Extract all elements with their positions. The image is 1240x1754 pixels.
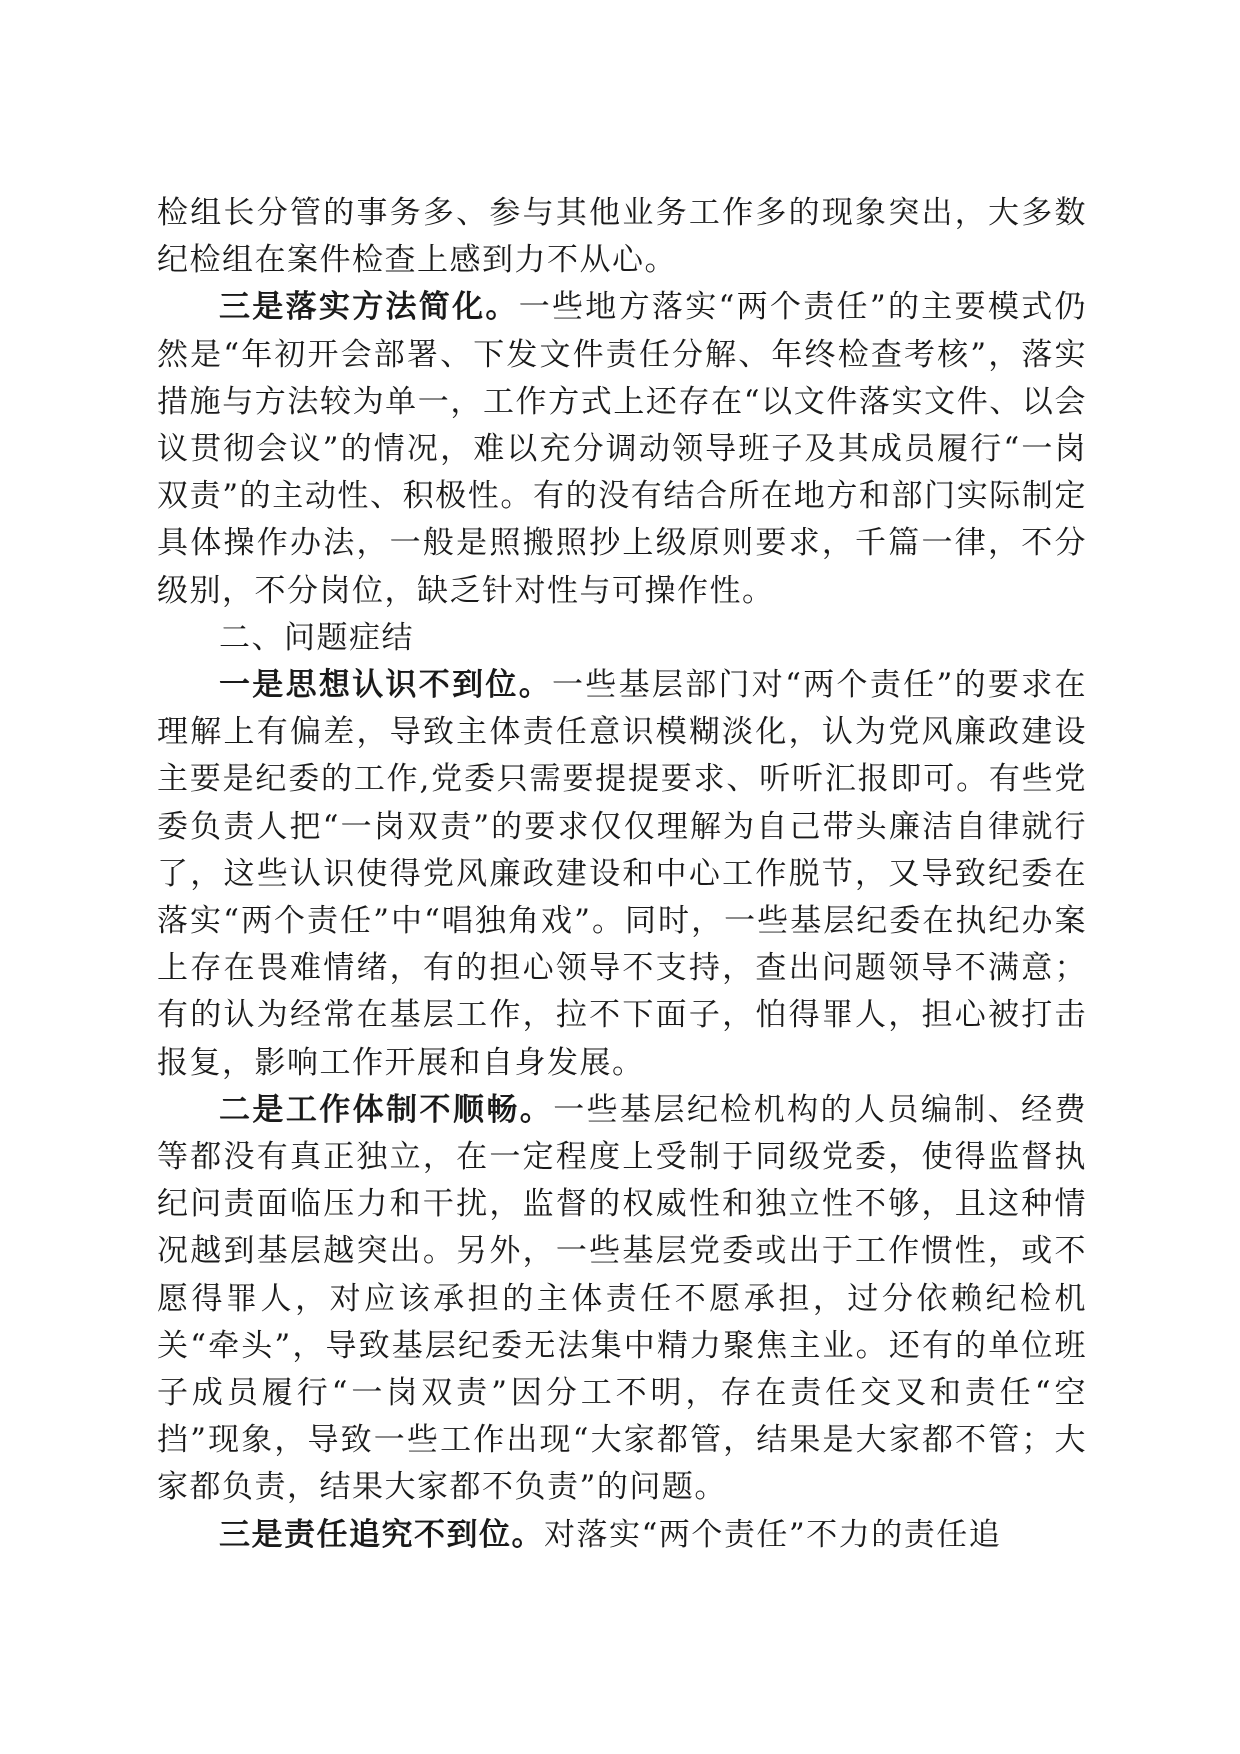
section-heading-text: 二、问题症结 xyxy=(219,619,414,656)
document-body xyxy=(157,190,1087,1559)
paragraph-text: 检组长分管的事务多、参与其他业务工作多的现象突出，大多数纪检组在案件检查上感到力不从心。 xyxy=(157,195,1087,279)
paragraph-text: 对落实“两个责任”不力的责任追 xyxy=(544,1516,1002,1553)
paragraph-text: 一些基层部门对“两个责任”的要求在理解上有偏差，导致主体责任意识模糊淡化，认为党风廉政建设主要是纪委的工作,党委只需要提提要求、听听汇报即可。有些党委负责人把“一岗双责”的要求仅仅理解为自己带头廉洁自律就行了，这些认识使得党风廉政建设和中心工作脱节，又导致纪委在落实“两个责任”中“唱独角戏”。同时，一些基层纪委在执纪办案上存在畏难情绪，有的担心领导不支持，查出问题领导不满意；有的认为经常在基层工作，拉不下面子，怕得罪人，担心被打击报复，影响工作开展和自身发展。 xyxy=(157,667,1087,1081)
paragraph-lead: 三是责任追究不到位。 xyxy=(219,1516,544,1553)
paragraph-continuation xyxy=(157,190,1087,284)
paragraph-ideology xyxy=(157,662,1087,1087)
paragraph-method-simplified xyxy=(157,284,1087,614)
paragraph-lead: 二是工作体制不顺畅。 xyxy=(219,1091,554,1128)
paragraph-lead: 三是落实方法简化。 xyxy=(219,289,519,326)
paragraph-lead: 一是思想认识不到位。 xyxy=(219,667,552,704)
paragraph-accountability xyxy=(157,1512,1087,1559)
section-heading xyxy=(157,615,1087,662)
paragraph-text: 一些地方落实“两个责任”的主要模式仍然是“年初开会部署、下发文件责任分解、年终检查考核”，落实措施与方法较为单一，工作方式上还存在“以文件落实文件、以会议贯彻会议”的情况，难以充分调动领导班子及其成员履行“一岗双责”的主动性、积极性。有的没有结合所在地方和部门实际制定具体操作办法，一般是照搬照抄上级原则要求，千篇一律，不分级别，不分岗位，缺乏针对性与可操作性。 xyxy=(157,289,1087,609)
paragraph-text: 一些基层纪检机构的人员编制、经费等都没有真正独立，在一定程度上受制于同级党委，使得监督执纪问责面临压力和干扰，监督的权威性和独立性不够，且这种情况越到基层越突出。另外，一些基层党委或出于工作惯性，或不愿得罪人，对应该承担的主体责任不愿承担，过分依赖纪检机关“牵头”，导致基层纪委无法集中精力聚焦主业。还有的单位班子成员履行“一岗双责”因分工不明，存在责任交叉和责任“空挡”现象，导致一些工作出现“大家都管，结果是大家都不管；大家都负责，结果大家都不负责”的问题。 xyxy=(157,1091,1088,1506)
paragraph-work-system xyxy=(157,1087,1087,1512)
